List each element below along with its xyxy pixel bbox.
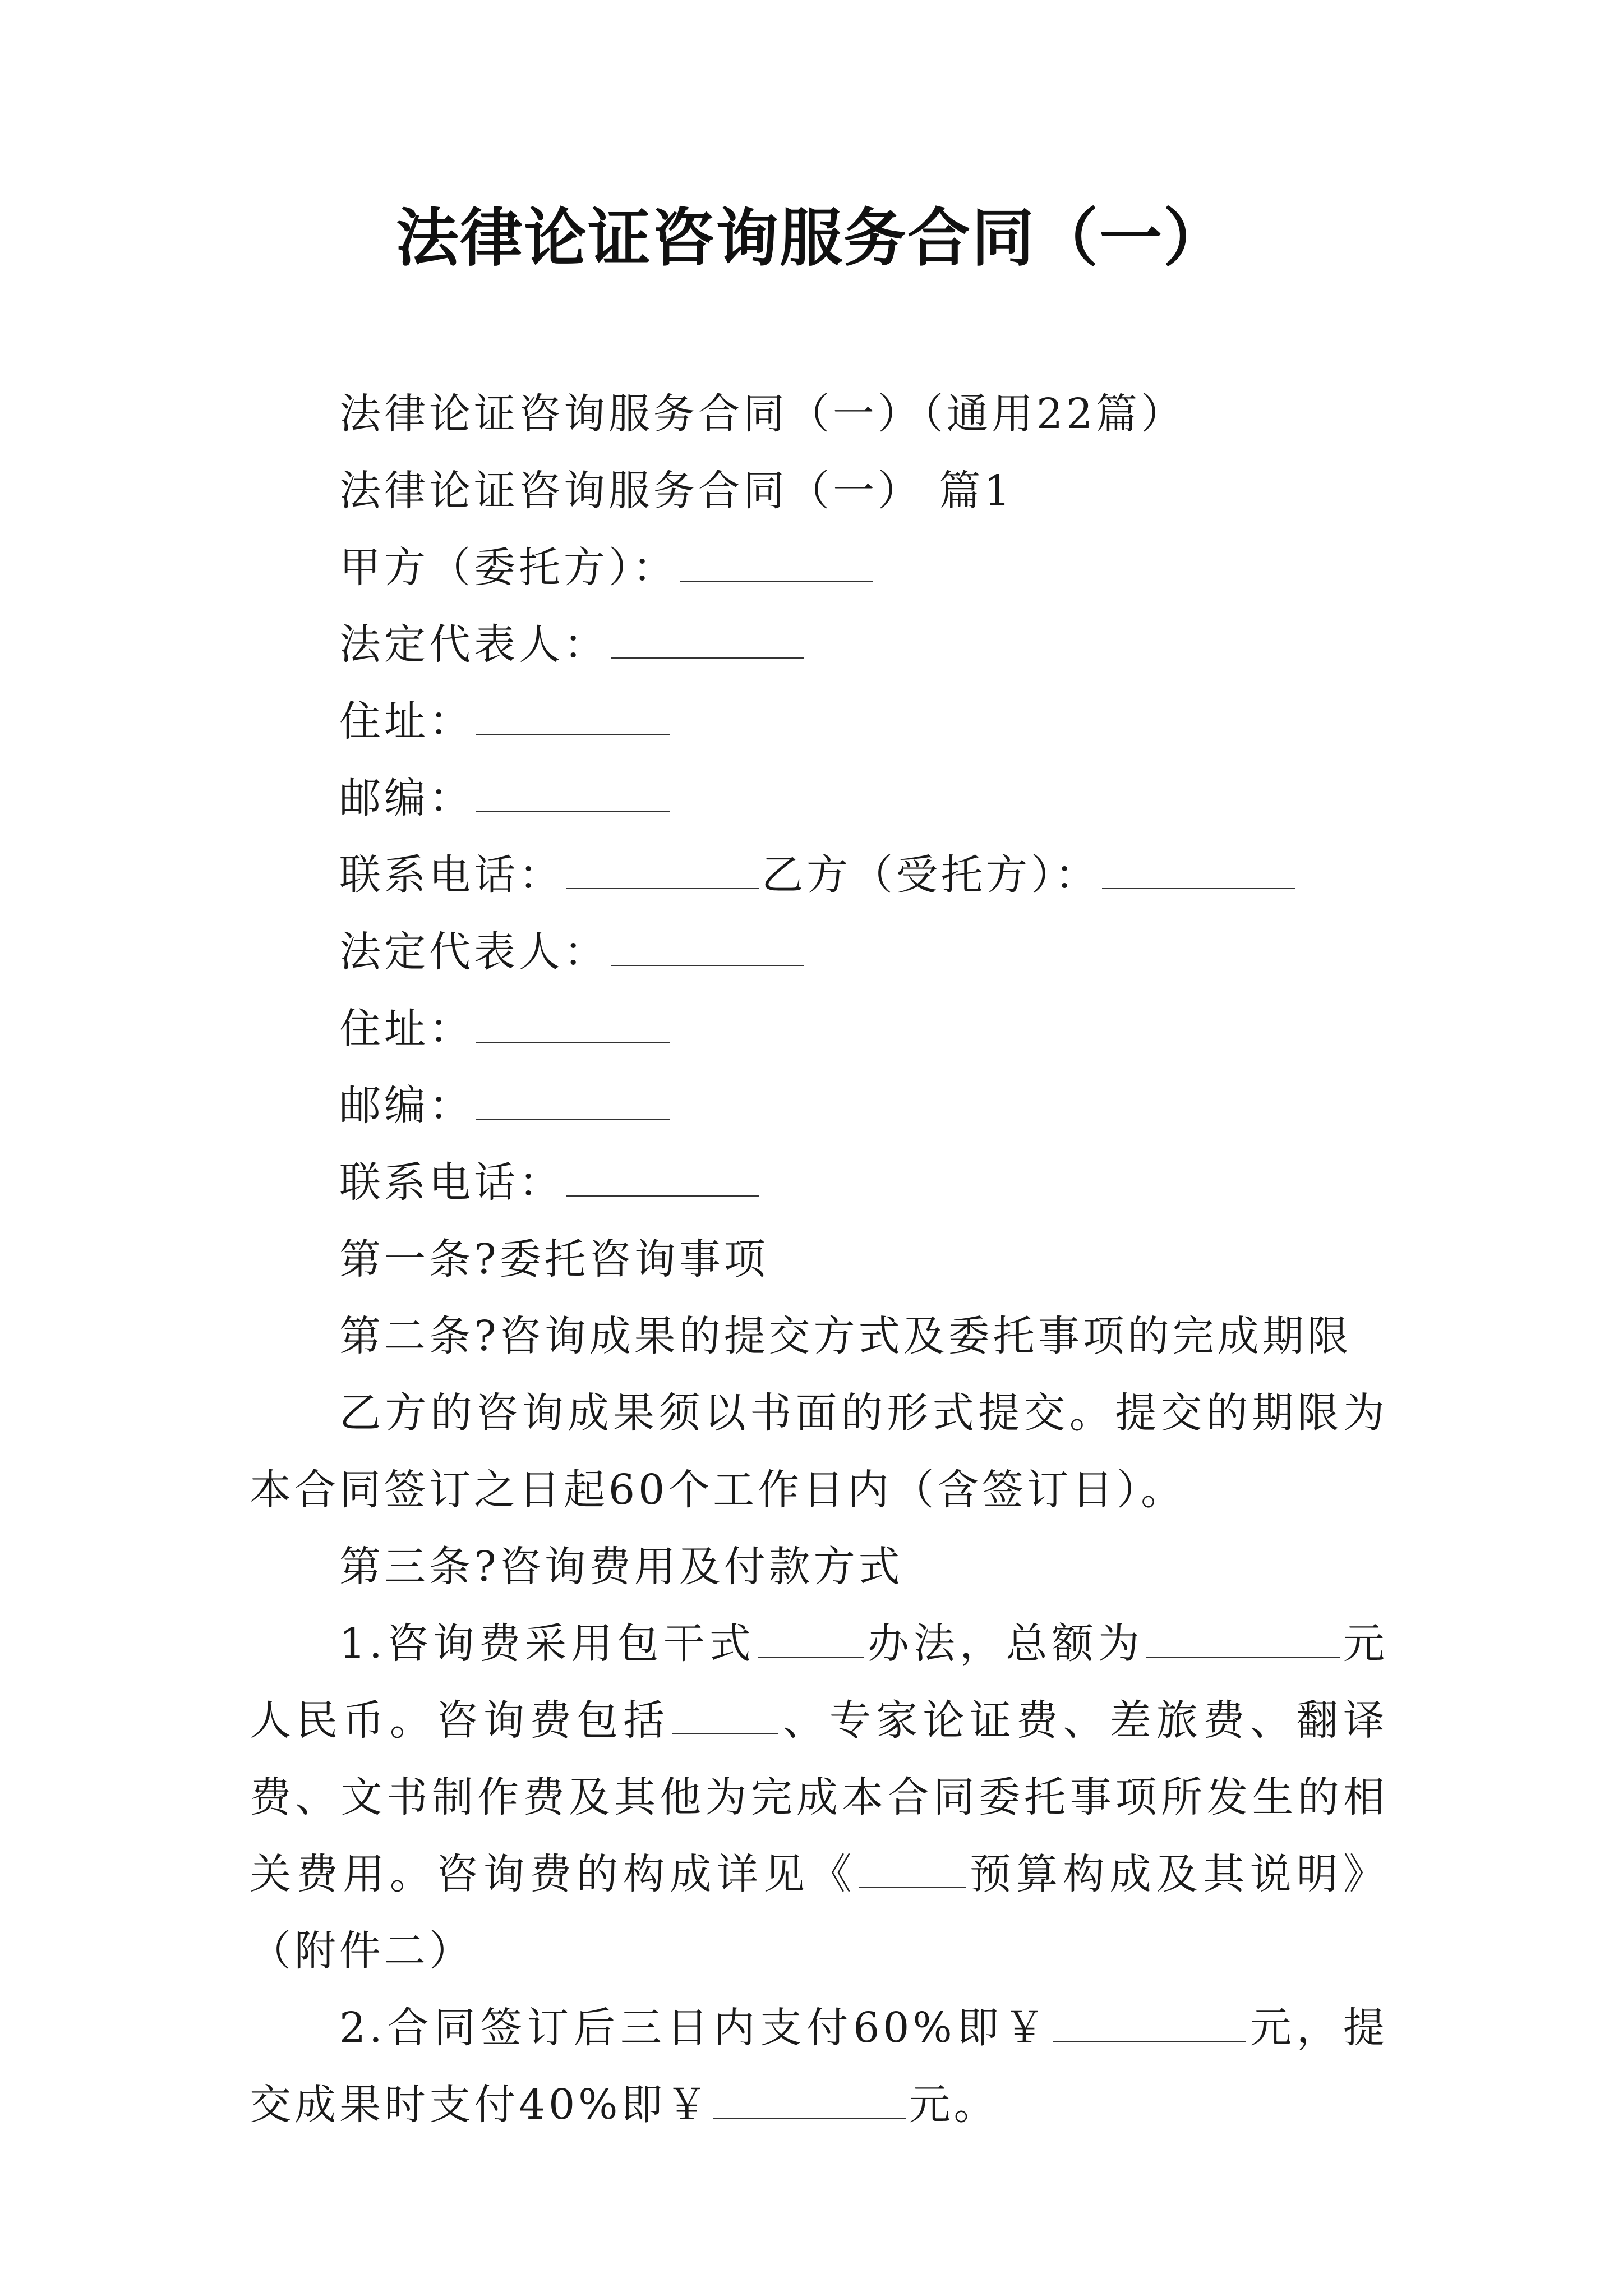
- party-a-rep-blank: [611, 616, 804, 659]
- party-b-rep-label: 法定代表人：: [339, 928, 608, 976]
- article-1-heading: 第一条?委托咨询事项: [339, 1235, 769, 1283]
- party-a-phone-line: [250, 837, 1388, 914]
- party-b-phone-label: 联系电话：: [339, 1158, 564, 1207]
- party-a-postcode-blank: [476, 770, 670, 812]
- party-a-name-blank: [680, 539, 873, 582]
- party-b-name-label: 乙方（受托方）：: [762, 851, 1100, 899]
- party-a-name-label: 甲方（委托方）：: [339, 544, 677, 592]
- party-a-rep-label: 法定代表人：: [339, 620, 608, 669]
- party-b-phone-blank: [566, 1154, 759, 1197]
- party-a-address-blank: [476, 693, 670, 735]
- clause-2-first-payment-blank: [1053, 1999, 1246, 2042]
- party-a-phone-label: 联系电话：: [339, 851, 564, 899]
- party-a-name-line: [250, 530, 1388, 606]
- clause-1-total-blank: [1146, 1615, 1340, 1658]
- party-b-postcode-line: [250, 1068, 1388, 1144]
- clause-1-budget-blank: [859, 1846, 966, 1888]
- clause-1-text-b: 办法，总额为: [866, 1619, 1144, 1668]
- clause-1-text-d: 、专家论证费、差旅费、翻译费、文书制作费及其他为完成本合同委托事项所发生的相关费用。咨询费的构成详见《: [250, 1696, 1389, 1898]
- party-b-rep-blank: [611, 923, 804, 966]
- party-a-phone-blank: [566, 846, 759, 889]
- party-b-address-label: 住址：: [339, 1005, 474, 1053]
- chapter-heading: 法律论证咨询服务合同（一） 篇1: [339, 467, 1014, 515]
- party-b-rep-line: [250, 914, 1388, 991]
- document-title: 法律论证咨询服务合同（一）: [396, 201, 1227, 275]
- party-b-address-line: [250, 991, 1388, 1068]
- clause-2-second-payment-blank: [713, 2076, 906, 2119]
- party-b-address-blank: [476, 1000, 670, 1043]
- clause-2-paragraph: [250, 1990, 1388, 2143]
- party-a-rep-line: [250, 606, 1388, 683]
- clause-1-paragraph: [250, 1605, 1388, 1990]
- clause-1-text-a: 1.咨询费采用包干式: [339, 1619, 755, 1668]
- party-b-name-blank: [1102, 846, 1295, 889]
- article-2-paragraph: 乙方的咨询成果须以书面的形式提交。提交的期限为本合同签订之日起60个工作日内（含签订日）。: [250, 1389, 1388, 1514]
- clause-2-text-b: 元，提交成果时支付40%即￥: [250, 2004, 1388, 2129]
- clause-1-text-c: 元人民币。咨询费包括: [250, 1619, 1388, 1745]
- party-a-address-label: 住址：: [339, 697, 474, 746]
- party-a-postcode-line: [250, 760, 1388, 837]
- party-b-postcode-label: 邮编：: [339, 1082, 474, 1130]
- clause-1-method-blank: [758, 1615, 864, 1658]
- article-3-heading: 第三条?咨询费用及付款方式: [339, 1543, 903, 1591]
- subtitle: 法律论证咨询服务合同（一）（通用22篇）: [339, 390, 1186, 438]
- clause-2-text-a: 2.合同签订后三日内支付60%即￥: [339, 2004, 1050, 2052]
- party-b-phone-line: [250, 1144, 1388, 1221]
- party-a-address-line: [250, 683, 1388, 760]
- clause-1-includes-blank: [672, 1692, 778, 1734]
- document-body: [250, 376, 1388, 2143]
- clause-2-text-c: 元。: [909, 2081, 999, 2129]
- clause-1-text-e: 预算构成及其说明》（附件二）: [250, 1850, 1389, 1975]
- party-a-postcode-label: 邮编：: [339, 774, 474, 822]
- article-2-heading: 第二条?咨询成果的提交方式及委托事项的完成期限: [339, 1312, 1352, 1360]
- party-b-postcode-blank: [476, 1077, 670, 1120]
